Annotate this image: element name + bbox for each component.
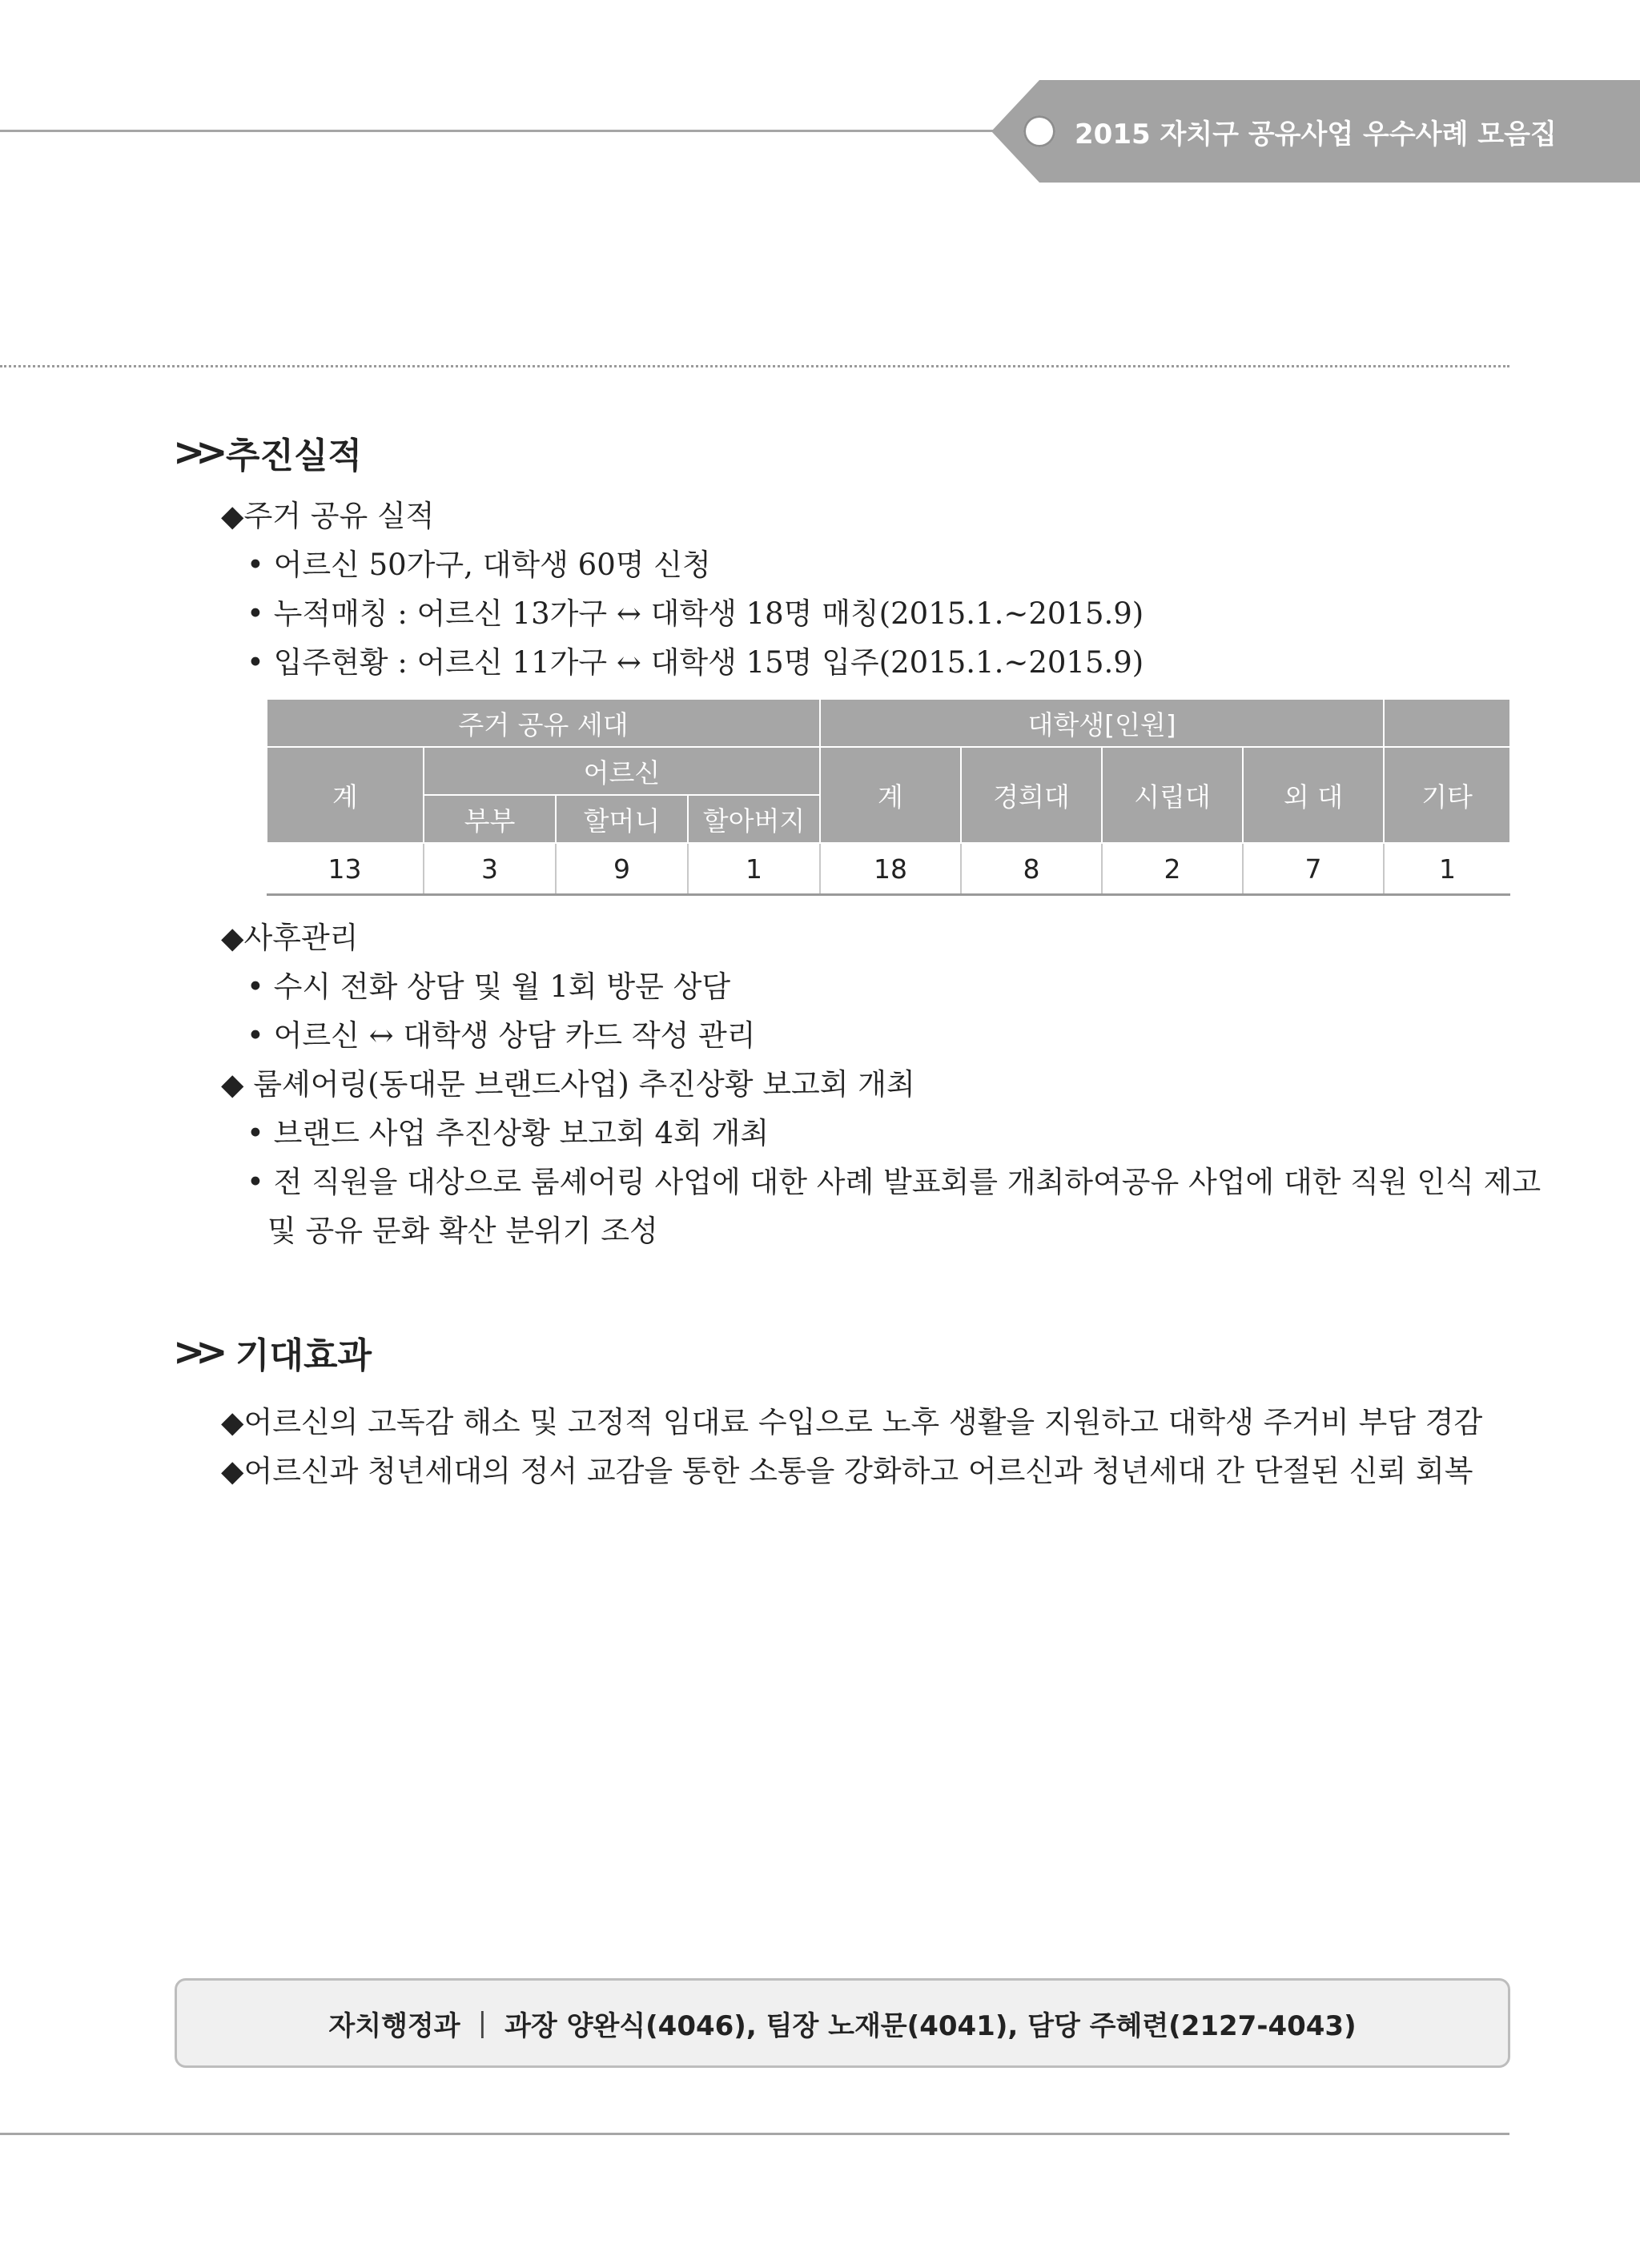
housing-table [266,698,1509,896]
housing-bullet: • 누적매칭 : 어르신 13가구 ↔ 대학생 18명 매칭(2015.1.~2015.9) [247,596,1144,631]
header-rule [0,130,1017,132]
housing-heading: ◆주거 공유 실적 [221,499,435,533]
contact-box [175,1978,1510,2068]
table-col-header: 계 [267,747,424,843]
table-cell: 9 [556,843,688,895]
table-group-header-empty [1384,699,1510,747]
table-cell: 13 [267,843,424,895]
table-cell: 1 [1384,843,1510,895]
table-cell: 3 [424,843,556,895]
footer-rule [0,2133,1509,2135]
table-col-header: 계 [820,747,961,843]
effect-item: ◆어르신의 고독감 해소 및 고정적 임대료 수입으로 노후 생활을 지원하고 대학생 주거비 부담 경감 [221,1405,1483,1439]
contact-people: 과장 양완식(4046), 팀장 노재문(4041), 담당 주혜련(2127-4043) [504,2009,1357,2042]
table-col-header: 시립대 [1102,747,1243,843]
aftercare-bullet: • 어르신 ↔ 대학생 상담 카드 작성 관리 [247,1018,756,1053]
table-col-header: 외 대 [1243,747,1384,843]
dotted-divider [0,365,1509,367]
table-col-header: 할아버지 [688,795,820,843]
table-group-header: 대학생[인원] [820,699,1384,747]
roomsharing-bullet: • 전 직원을 대상으로 룸셰어링 사업에 대한 사례 발표회를 개최하여공유 사업에 대한 직원 인식 제고 [247,1165,1542,1199]
table-cell: 2 [1102,843,1243,895]
roomsharing-heading: ◆ 룸셰어링(동대문 브랜드사업) 추진상황 보고회 개최 [221,1067,915,1102]
header-circle-icon [1023,115,1055,147]
table-col-header: 경희대 [961,747,1102,843]
effect-item: ◆어르신과 청년세대의 정서 교감을 통한 소통을 강화하고 어르신과 청년세대 간 단절된 신뢰 회복 [221,1454,1473,1488]
double-chevron-icon: >> [173,430,219,475]
roomsharing-bullet: • 브랜드 사업 추진상황 보고회 4회 개최 [247,1116,770,1150]
double-chevron-icon: >> [173,1330,219,1375]
housing-bullet: • 어르신 50가구, 대학생 60명 신청 [247,548,711,582]
housing-bullet: • 입주현황 : 어르신 11가구 ↔ 대학생 15명 입주(2015.1.~2015.9) [247,645,1144,680]
document-body [173,424,1542,1495]
aftercare-heading: ◆사후관리 [221,921,359,955]
table-cell: 8 [961,843,1102,895]
table-cell: 7 [1243,843,1384,895]
table-row [267,843,1510,895]
section-heading-effects [173,1324,1510,1380]
contact-department: 자치행정과 [328,2009,460,2042]
table-cell: 1 [688,843,820,895]
table-col-header: 부부 [424,795,556,843]
table-col-header: 할머니 [556,795,688,843]
section-title: 기대효과 [235,1335,372,1376]
table-group-header: 주거 공유 세대 [267,699,820,747]
section-title: 추진실적 [226,436,363,476]
roomsharing-bullet-continuation: 및 공유 문화 확산 분위기 조성 [267,1214,658,1248]
header-title: 2015 자치구 공유사업 우수사례 모음집 [1075,118,1557,151]
table-col-header: 기타 [1384,747,1510,843]
contact-separator: | [477,2007,488,2039]
table-col-header: 어르신 [424,747,820,795]
aftercare-bullet: • 수시 전화 상담 및 월 1회 방문 상담 [247,969,731,1004]
section-heading-results [173,424,1510,480]
table-cell: 18 [820,843,961,895]
